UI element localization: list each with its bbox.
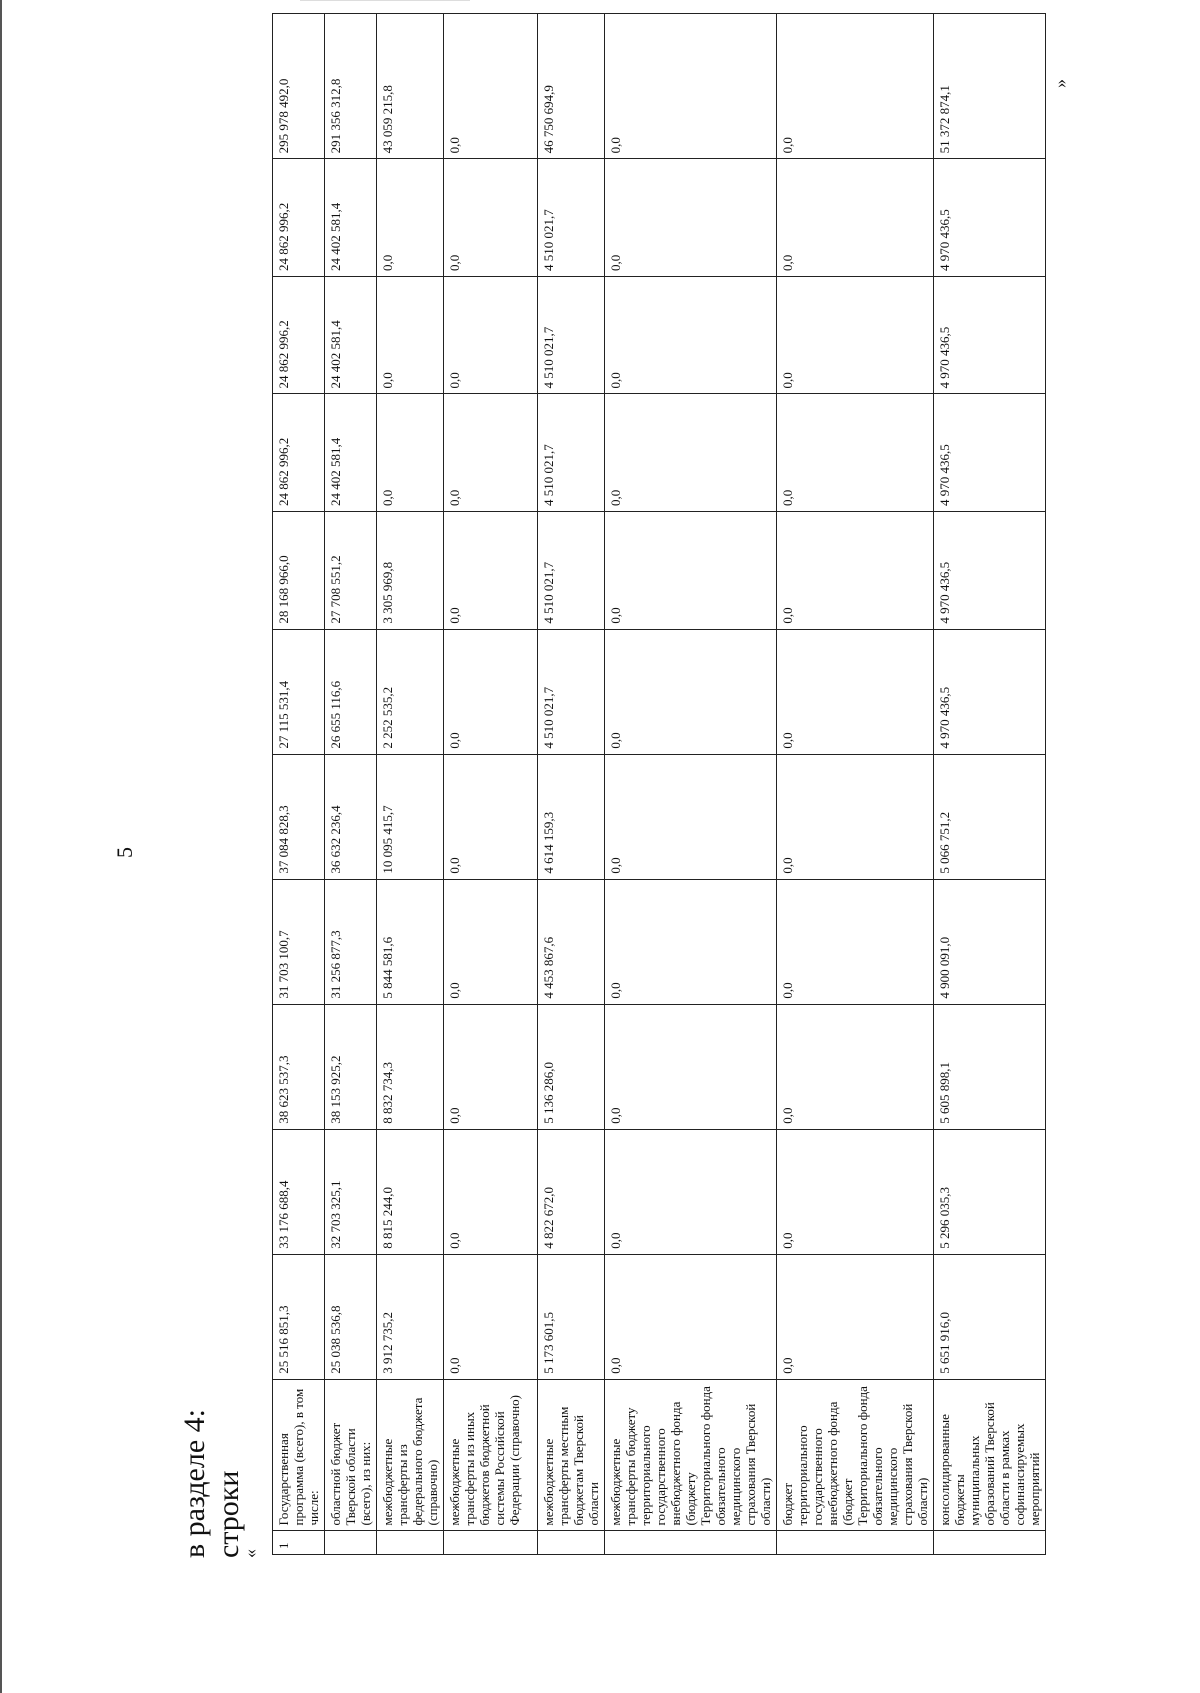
value-cell: 5 651 916,0 [934, 1254, 1046, 1379]
value-cell: 0,0 [605, 629, 777, 754]
value-cell: 3 912 735,2 [377, 1254, 444, 1379]
row-label-cell: межбюджетные трансферты из иных бюджетов бюджетной системы Российской Федерации (справочно) [444, 1379, 538, 1531]
value-cell: 0,0 [777, 159, 934, 277]
value-cell: 0,0 [377, 159, 444, 277]
value-cell: 0,0 [377, 394, 444, 512]
value-cell: 0,0 [444, 276, 538, 394]
table-row [777, 14, 934, 1555]
value-cell: 0,0 [605, 394, 777, 512]
value-cell: 36 632 236,4 [325, 754, 377, 879]
value-cell: 0,0 [444, 879, 538, 1004]
total-value-cell: 291 356 312,8 [325, 14, 377, 159]
value-cell: 0,0 [377, 276, 444, 394]
row-number-cell: 1 [273, 1531, 325, 1555]
value-cell: 0,0 [777, 1129, 934, 1254]
total-value-cell: 0,0 [777, 14, 934, 159]
value-cell: 0,0 [444, 1254, 538, 1379]
page-number: 5 [112, 847, 137, 858]
value-cell: 0,0 [444, 394, 538, 512]
row-number-cell [777, 1531, 934, 1555]
opening-quote: « [240, 1549, 260, 1558]
value-cell: 4 970 436,5 [934, 512, 1046, 630]
budget-table-body [273, 14, 1046, 1555]
value-cell: 0,0 [444, 159, 538, 277]
row-number-cell [444, 1531, 538, 1555]
total-value-cell: 43 059 215,8 [377, 14, 444, 159]
value-cell: 4 970 436,5 [934, 629, 1046, 754]
section-heading [178, 1409, 246, 1558]
table-row [934, 14, 1046, 1555]
value-cell: 5 136 286,0 [538, 1004, 605, 1129]
table-row [444, 14, 538, 1555]
row-label-cell: межбюджетные трансферты из федерального бюджета (справочно) [377, 1379, 444, 1531]
value-cell: 0,0 [444, 512, 538, 630]
value-cell: 4 510 021,7 [538, 276, 605, 394]
value-cell: 5 605 898,1 [934, 1004, 1046, 1129]
total-value-cell: 46 750 694,9 [538, 14, 605, 159]
value-cell: 4 453 867,6 [538, 879, 605, 1004]
value-cell: 0,0 [605, 754, 777, 879]
value-cell: 24 402 581,4 [325, 394, 377, 512]
heading-line-2: строки [212, 1470, 245, 1558]
value-cell: 24 862 996,2 [273, 394, 325, 512]
value-cell: 0,0 [777, 1004, 934, 1129]
value-cell: 0,0 [444, 1129, 538, 1254]
value-cell: 38 623 537,3 [273, 1004, 325, 1129]
value-cell: 0,0 [777, 276, 934, 394]
value-cell: 26 655 116,6 [325, 629, 377, 754]
row-number-cell [934, 1531, 1046, 1555]
value-cell: 0,0 [605, 159, 777, 277]
value-cell: 8 815 244,0 [377, 1129, 444, 1254]
value-cell: 4 970 436,5 [934, 276, 1046, 394]
value-cell: 24 862 996,2 [273, 159, 325, 277]
value-cell: 8 832 734,3 [377, 1004, 444, 1129]
value-cell: 4 614 159,3 [538, 754, 605, 879]
value-cell: 4 970 436,5 [934, 159, 1046, 277]
value-cell: 0,0 [444, 754, 538, 879]
value-cell: 5 296 035,3 [934, 1129, 1046, 1254]
value-cell: 0,0 [605, 1004, 777, 1129]
value-cell: 10 095 415,7 [377, 754, 444, 879]
value-cell: 28 168 966,0 [273, 512, 325, 630]
value-cell: 4 900 091,0 [934, 879, 1046, 1004]
value-cell: 24 862 996,2 [273, 276, 325, 394]
value-cell: 0,0 [444, 1004, 538, 1129]
table-row [325, 14, 377, 1555]
value-cell: 0,0 [605, 512, 777, 630]
table-row [273, 14, 325, 1555]
value-cell: 5 844 581,6 [377, 879, 444, 1004]
row-label-cell: бюджет территориального государственного внебюджетного фонда (бюджет Территориального фонда обязательного медицинского страхования Тверской области) [777, 1379, 934, 1531]
value-cell: 0,0 [605, 1129, 777, 1254]
value-cell: 27 115 531,4 [273, 629, 325, 754]
table-row [538, 14, 605, 1555]
row-label-cell: Государственная программа (всего), в том числе: [273, 1379, 325, 1531]
value-cell: 4 970 436,5 [934, 394, 1046, 512]
value-cell: 2 252 535,2 [377, 629, 444, 754]
value-cell: 4 510 021,7 [538, 512, 605, 630]
value-cell: 0,0 [777, 512, 934, 630]
value-cell: 24 402 581,4 [325, 276, 377, 394]
row-label-cell: межбюджетные трансферты бюджету территориального государственного внебюджетного фонда (бюджету Территориального фонда обязательного медицинского страхования Тверской области) [605, 1379, 777, 1531]
value-cell: 25 516 851,3 [273, 1254, 325, 1379]
row-number-cell [325, 1531, 377, 1555]
value-cell: 4 510 021,7 [538, 159, 605, 277]
table-row [605, 14, 777, 1555]
value-cell: 0,0 [777, 394, 934, 512]
value-cell: 0,0 [777, 1254, 934, 1379]
total-value-cell: 51 372 874,1 [934, 14, 1046, 159]
closing-quote: » [1050, 79, 1070, 88]
value-cell: 0,0 [605, 1254, 777, 1379]
value-cell: 33 176 688,4 [273, 1129, 325, 1254]
value-cell: 31 703 100,7 [273, 879, 325, 1004]
value-cell: 5 173 601,5 [538, 1254, 605, 1379]
value-cell: 5 066 751,2 [934, 754, 1046, 879]
value-cell: 25 038 536,8 [325, 1254, 377, 1379]
value-cell: 31 256 877,3 [325, 879, 377, 1004]
row-label-cell: консолидированные бюджеты муниципальных образований Тверской области в рамках софинансируемых мероприятий [934, 1379, 1046, 1531]
value-cell: 0,0 [777, 879, 934, 1004]
row-number-cell [538, 1531, 605, 1555]
value-cell: 27 708 551,2 [325, 512, 377, 630]
heading-line-1: в разделе 4: [178, 1409, 211, 1558]
row-number-cell [377, 1531, 444, 1555]
budget-table [272, 13, 1046, 1555]
value-cell: 0,0 [605, 276, 777, 394]
total-value-cell: 0,0 [605, 14, 777, 159]
value-cell: 24 402 581,4 [325, 159, 377, 277]
value-cell: 32 703 325,1 [325, 1129, 377, 1254]
value-cell: 0,0 [777, 754, 934, 879]
value-cell: 37 084 828,3 [273, 754, 325, 879]
row-label-cell: межбюджетные трансферты местным бюджетам Тверской области [538, 1379, 605, 1531]
value-cell: 0,0 [777, 629, 934, 754]
value-cell: 3 305 969,8 [377, 512, 444, 630]
value-cell: 38 153 925,2 [325, 1004, 377, 1129]
value-cell: 4 510 021,7 [538, 629, 605, 754]
value-cell: 4 510 021,7 [538, 394, 605, 512]
value-cell: 0,0 [444, 629, 538, 754]
table-row [377, 14, 444, 1555]
value-cell: 4 822 672,0 [538, 1129, 605, 1254]
value-cell: 0,0 [605, 879, 777, 1004]
row-label-cell: областной бюджет Тверской области (всего), из них: [325, 1379, 377, 1531]
total-value-cell: 295 978 492,0 [273, 14, 325, 159]
row-number-cell [605, 1531, 777, 1555]
total-value-cell: 0,0 [444, 14, 538, 159]
